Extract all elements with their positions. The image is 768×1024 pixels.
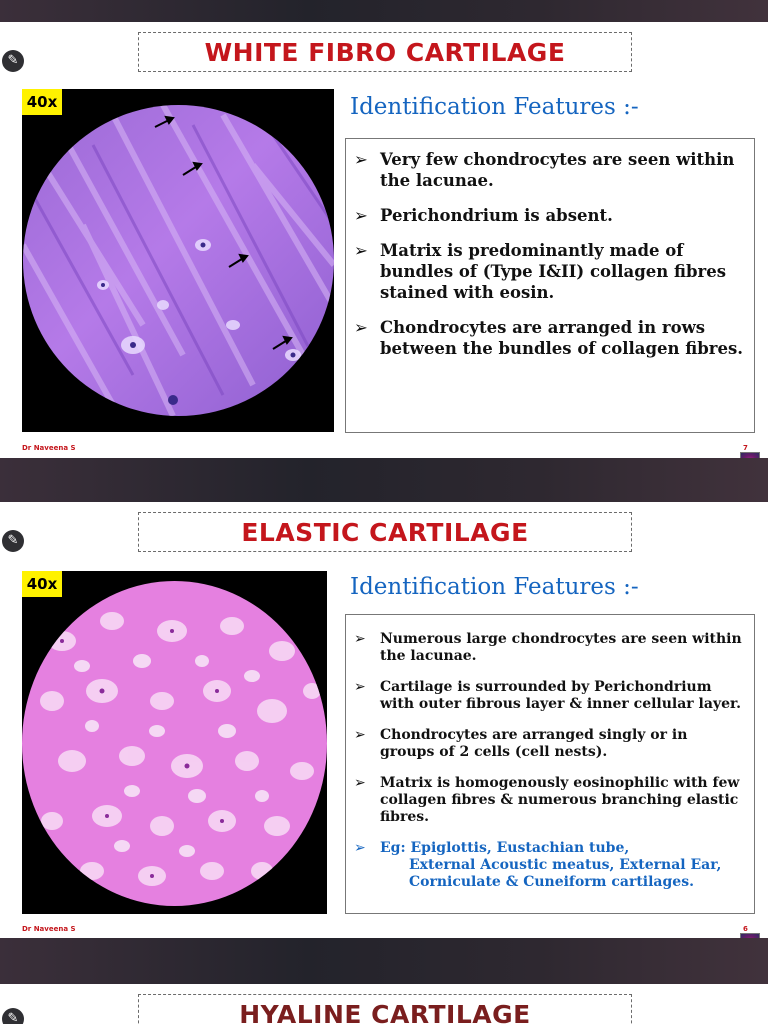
page-number: 6	[743, 925, 748, 933]
feature-item: ➢ Chondrocytes are arranged singly or in groups of 2 cells (cell nests).	[354, 727, 688, 760]
separator-band	[0, 458, 768, 502]
slide-white-fibro-cartilage	[0, 22, 768, 458]
slide-title: ELASTIC CARTILAGE	[138, 512, 632, 552]
edit-button[interactable]	[2, 530, 24, 552]
feature-item: ➢ Numerous large chondrocytes are seen within the lacunae.	[354, 631, 742, 664]
feature-item: ➢ Matrix is homogenously eosinophilic with few collagen fibres & numerous branching elastic fibres.	[354, 775, 740, 825]
arrowhead-bullet-icon: ➢	[354, 241, 368, 260]
example-label: Eg:	[380, 840, 406, 856]
feature-item: ➢ Matrix is predominantly made of bundles of (Type I&II) collagen fibres stained with eosin.	[354, 241, 727, 302]
arrowhead-bullet-icon: ➢	[354, 631, 366, 647]
pencil-icon: ✎	[7, 53, 19, 68]
features-heading: Identification Features :-	[350, 574, 639, 600]
arrowhead-bullet-icon: ➢	[354, 840, 366, 856]
arrowhead-bullet-icon: ➢	[354, 679, 366, 695]
feature-item: ➢ Chondrocytes are arranged in rows between the bundles of collagen fibres.	[354, 318, 743, 358]
magnification-badge: 40x	[22, 571, 62, 597]
edit-button[interactable]	[2, 1008, 24, 1024]
arrowhead-bullet-icon: ➢	[354, 775, 366, 791]
example-line: External Acoustic meatus, External Ear,	[409, 857, 722, 873]
author-credit: Dr Naveena S	[22, 925, 76, 933]
features-heading: Identification Features :-	[350, 94, 639, 120]
fibrocartilage-micrograph-svg	[23, 105, 334, 416]
magnification-badge: 40x	[22, 89, 62, 115]
elastic-micrograph-svg	[22, 581, 327, 906]
micrograph-image	[22, 581, 327, 906]
arrowhead-bullet-icon: ➢	[354, 727, 366, 743]
micrograph-panel	[22, 571, 327, 914]
separator-band	[0, 938, 768, 984]
page-number: 7	[743, 444, 748, 452]
slide-hyaline-cartilage	[0, 984, 768, 1024]
top-dark-band	[0, 0, 768, 22]
slide-elastic-cartilage	[0, 502, 768, 938]
example-item	[354, 840, 746, 891]
feature-item: ➢ Very few chondrocytes are seen within the lacunae.	[354, 150, 735, 190]
features-box	[345, 614, 755, 914]
author-credit: Dr Naveena S	[22, 444, 76, 452]
pencil-icon: ✎	[7, 1011, 19, 1024]
example-line: Epiglottis, Eustachian tube,	[410, 840, 630, 856]
example-line: Corniculate & Cuneiform cartilages.	[409, 874, 694, 890]
slide-title: HYALINE CARTILAGE	[138, 994, 632, 1024]
micrograph-panel	[22, 89, 334, 432]
micrograph-image	[23, 105, 334, 416]
features-box	[345, 138, 755, 433]
feature-item: ➢ Perichondrium is absent.	[354, 206, 613, 225]
feature-item: ➢ Cartilage is surrounded by Perichondrium with outer fibrous layer & inner cellular layer.	[354, 679, 741, 712]
edit-button[interactable]	[2, 50, 24, 72]
slide-title: WHITE FIBRO CARTILAGE	[138, 32, 632, 72]
pencil-icon: ✎	[7, 533, 19, 548]
arrowhead-bullet-icon: ➢	[354, 318, 368, 337]
arrowhead-bullet-icon: ➢	[354, 206, 368, 225]
arrowhead-bullet-icon: ➢	[354, 150, 368, 169]
